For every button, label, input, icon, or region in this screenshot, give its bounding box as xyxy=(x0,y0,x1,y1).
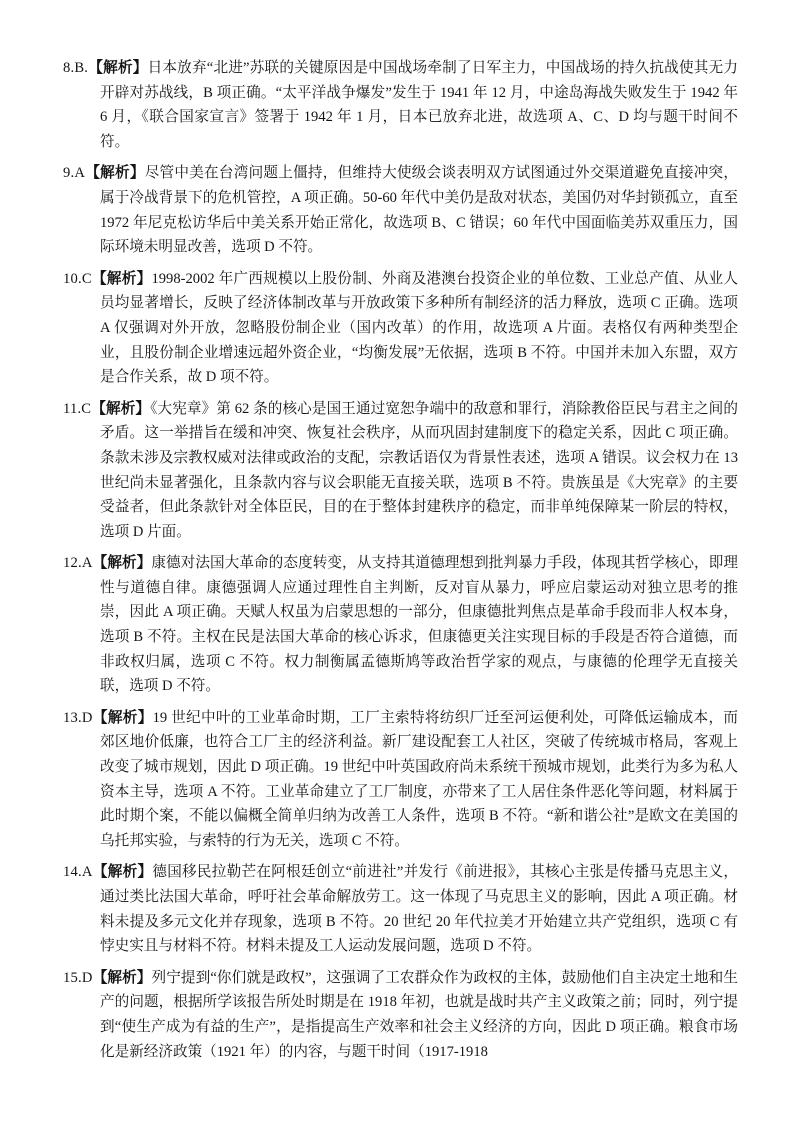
item-number: 12.A xyxy=(63,555,93,572)
explanation-item-9 xyxy=(63,161,738,259)
analysis-tag: 【解析】 xyxy=(92,864,153,881)
item-text: 1998-2002 年广西规模以上股份制、外商及港澳台投资企业的单位数、工业总产值、从业人员均显著增长，反映了经济体制改革与开放政策下多种所有制经济的活力释放，选项 C 正确。选项 A 仅强调对外开放，忽略股份制企业（国内改革）的作用，故选项 A 片面。表格仅有两种类型企业，且股份制企业增速远超外资企业，“均衡发展”无依据，选项 B 不符。中国并未加入东盟，双方是合作关系，故 D 项不符。 xyxy=(100,270,738,386)
analysis-tag: 【解析】 xyxy=(92,555,152,572)
analysis-tag: 【解析】 xyxy=(91,400,151,417)
explanation-item-14 xyxy=(63,860,738,958)
explanation-item-15 xyxy=(63,966,738,1064)
item-text: 日本放弃“北进”苏联的关键原因是中国战场牵制了日军主力，中国战场的持久抗战使其无力开辟对苏战线，B 项正确。“太平洋战争爆发”发生于 1941 年 12 月，中途岛海战失败发生于 1942 年 6 月，《联合国家宣言》签署于 1942 年 1 月，日本已放弃北进，故选项 A、C、D 均与题干时间不符。 xyxy=(100,60,738,150)
item-text: 尽管中美在台湾问题上僵持，但维持大使级会谈表明双方试图通过外交渠道避免直接冲突，属于冷战背景下的危机管控，A 项正确。50-60 年代中美仍是敌对状态，美国仍对华封锁孤立，直至 1972 年尼克松访华后中美关系开始正常化，故选项 B、C 错误；60 年代中国面临美苏双重压力，国际环境未明显改善，选项 D 不符。 xyxy=(100,165,738,256)
item-number: 13.D xyxy=(63,709,93,726)
item-text: 德国移民拉勒芒在阿根廷创立“前进社”并发行《前进报》，其核心主张是传播马克思主义，通过类比法国大革命，呼吁社会革命解放劳工。这一体现了马克思主义的影响，因此 A 项正确。材料未提及多元文化并存现象，选项 B 不符。20 世纪 20 年代拉美才开始建立共产党组织，选项 C 有悖史实且与材料不符。材料未提及工人运动发展问题，选项 D 不符。 xyxy=(100,864,738,955)
analysis-tag: 【解析】 xyxy=(92,969,152,986)
analysis-tag: 【解析】 xyxy=(85,165,145,182)
item-number: 8.B. xyxy=(63,60,89,76)
explanation-item-8 xyxy=(63,56,738,154)
item-text: 19 世纪中叶的工业革命时期，工厂主索特将纺织厂迁至河运便利处，可降低运输成本，而郊区地价低廉，也符合工厂主的经济利益。新厂建设配套工人社区，突破了传统城市格局，客观上改变了城市规划，因此 D 项正确。19 世纪中叶英国政府尚未系统干预城市规划，此类行为多为私人资本主导，选项 A 不符。工业革命建立了工厂制度，亦带来了工人居住条件恶化等问题，材料属于此时期个案，不能以偏概全简单归纳为改善工人条件，选项 B 不符。“新和谐公社”是欧文在美国的乌托邦实验，与索特的行为无关，选项 C 不符。 xyxy=(100,709,738,849)
analysis-tag: 【解析】 xyxy=(92,709,153,726)
item-text: 列宁提到“你们就是政权”，这强调了工农群众作为政权的主体，鼓励他们自主决定土地和生产的问题，根据所学该报告所处时期是在 1918 年初，也就是战时共产主义政策之前；同时，列宁提到“使生产成为有益的生产”，是指提高生产效率和社会主义经济的方向，因此 D 项正确。粮食市场化是新经济政策（1921 年）的内容，与题干时间（1917-1918 xyxy=(100,969,738,1060)
explanation-item-12 xyxy=(63,551,738,699)
analysis-tag: 【解析】 xyxy=(88,60,148,76)
explanation-item-11 xyxy=(63,397,738,545)
item-number: 11.C xyxy=(63,400,92,417)
item-number: 9.A xyxy=(63,165,86,182)
item-number: 14.A xyxy=(63,864,93,881)
explanation-item-13 xyxy=(63,706,738,854)
explanation-item-10 xyxy=(63,267,738,390)
item-text: 康德对法国大革命的态度转变，从支持其道德理想到批判暴力手段，体现其哲学核心，即理性与道德自律。康德强调人应通过理性自主判断，反对盲从暴力，呼应启蒙运动对独立思考的推崇，因此 A 项正确。天赋人权虽为启蒙思想的一部分，但康德批判焦点是革命手段而非人权本身，选项 B 不符。主权在民是法国大革命的核心诉求，但康德更关注实现目标的手段是否符合道德，而非政权归属，选项 C 不符。权力制衡属孟德斯鸠等政治哲学家的观点，与康德的伦理学无直接关联，选项 D 不符。 xyxy=(100,555,738,695)
item-text: 《大宪章》第 62 条的核心是国王通过宽恕争端中的敌意和罪行，消除教俗臣民与君主之间的矛盾。这一举措旨在缓和冲突、恢复社会秩序，从而巩固封建制度下的稳定关系，因此 C 项正确。条款未涉及宗教权威对法律或政治的支配，宗教话语仅为背景性表述，选项 A 错误。议会权力在 13 世纪尚未显著强化，且条款内容与议会职能无直接关联，选项 B 不符。贵族虽是《大宪章》的主要受益者，但此条款针对全体臣民，目的在于整体封建秩序的稳定，而非单纯保障某一阶层的特权，选项 D 片面。 xyxy=(100,400,738,540)
item-number: 15.D xyxy=(63,969,93,986)
analysis-tag: 【解析】 xyxy=(91,270,152,287)
item-number: 10.C xyxy=(63,270,92,287)
